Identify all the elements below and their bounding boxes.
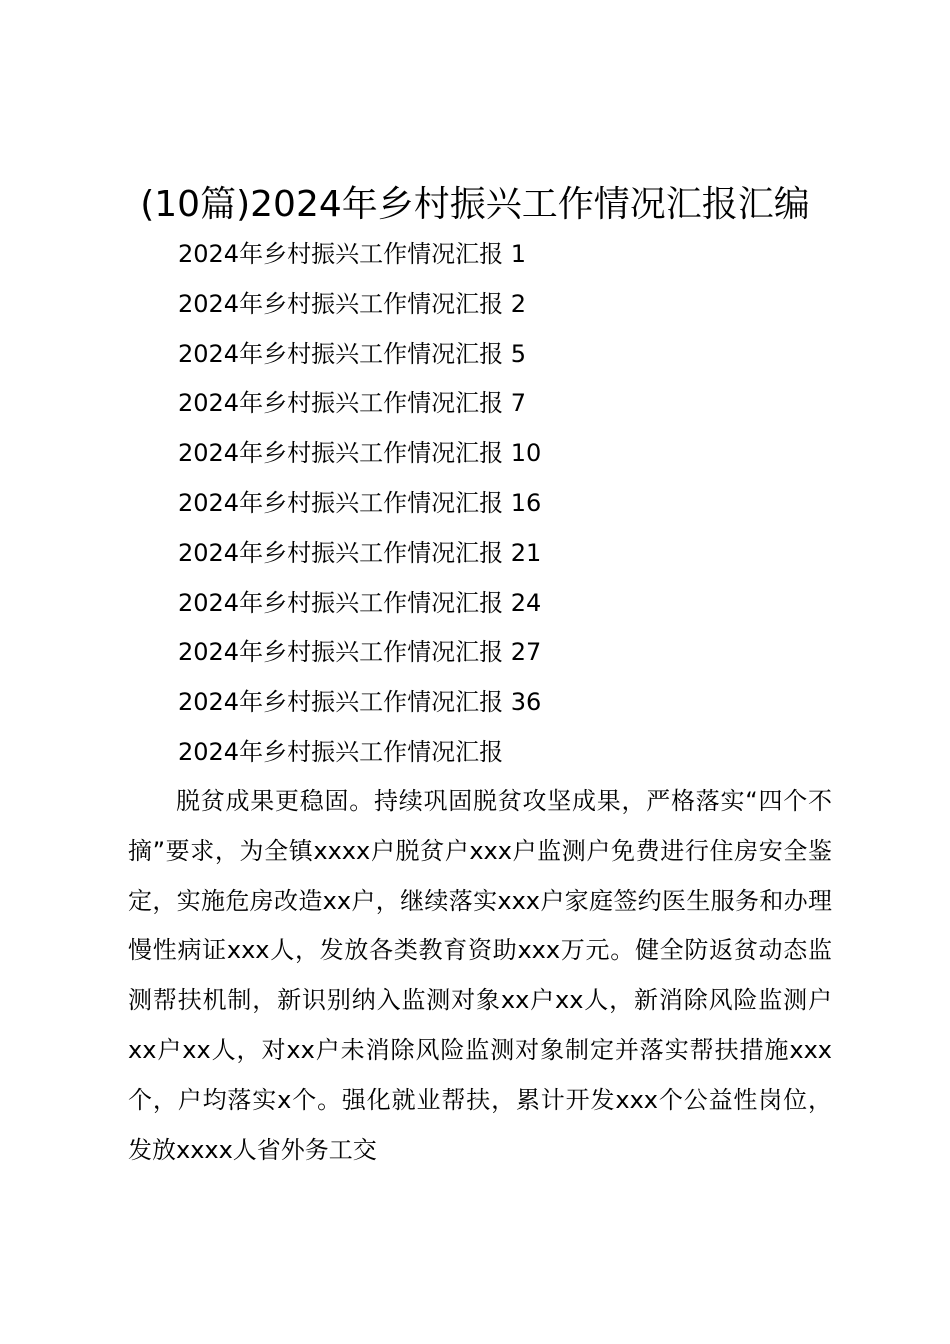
document-title: (10篇)2024年乡村振兴工作情况汇报汇编 bbox=[140, 184, 810, 225]
toc-item: 2024年乡村振兴工作情况汇报 36 bbox=[178, 688, 542, 717]
body-paragraph: 脱贫成果更稳固。持续巩固脱贫攻坚成果，严格落实“四个不摘”要求，为全镇xxxx户脱贫户xxx户监测户免费进行住房安全鉴定，实施危房改造xx户，继续落实xxx户家庭签约医生服务和办理慢性病证xxx人，发放各类教育资助xxx万元。健全防返贫动态监测帮扶机制，新识别纳入监测对象xx户xx人，新消除风险监测户xx户xx人，对xx户未消除风险监测对象制定并落实帮扶措施xxx个，户均落实x个。强化就业帮扶，累计开发xxx个公益性岗位，发放xxxx人省外务工交 bbox=[128, 787, 832, 1164]
toc-item: 2024年乡村振兴工作情况汇报 27 bbox=[178, 638, 542, 667]
toc-item: 2024年乡村振兴工作情况汇报 1 bbox=[178, 240, 526, 268]
toc-item: 2024年乡村振兴工作情况汇报 7 bbox=[178, 389, 526, 418]
toc-item: 2024年乡村振兴工作情况汇报 10 bbox=[178, 439, 542, 468]
toc-item: 2024年乡村振兴工作情况汇报 21 bbox=[178, 538, 542, 567]
toc-item: 2024年乡村振兴工作情况汇报 2 bbox=[178, 289, 526, 318]
toc-item: 2024年乡村振兴工作情况汇报 16 bbox=[178, 488, 542, 517]
table-of-contents bbox=[178, 230, 541, 778]
section-heading: 2024年乡村振兴工作情况汇报 bbox=[178, 737, 504, 766]
toc-item: 2024年乡村振兴工作情况汇报 24 bbox=[178, 588, 542, 617]
toc-item: 2024年乡村振兴工作情况汇报 5 bbox=[178, 339, 526, 368]
